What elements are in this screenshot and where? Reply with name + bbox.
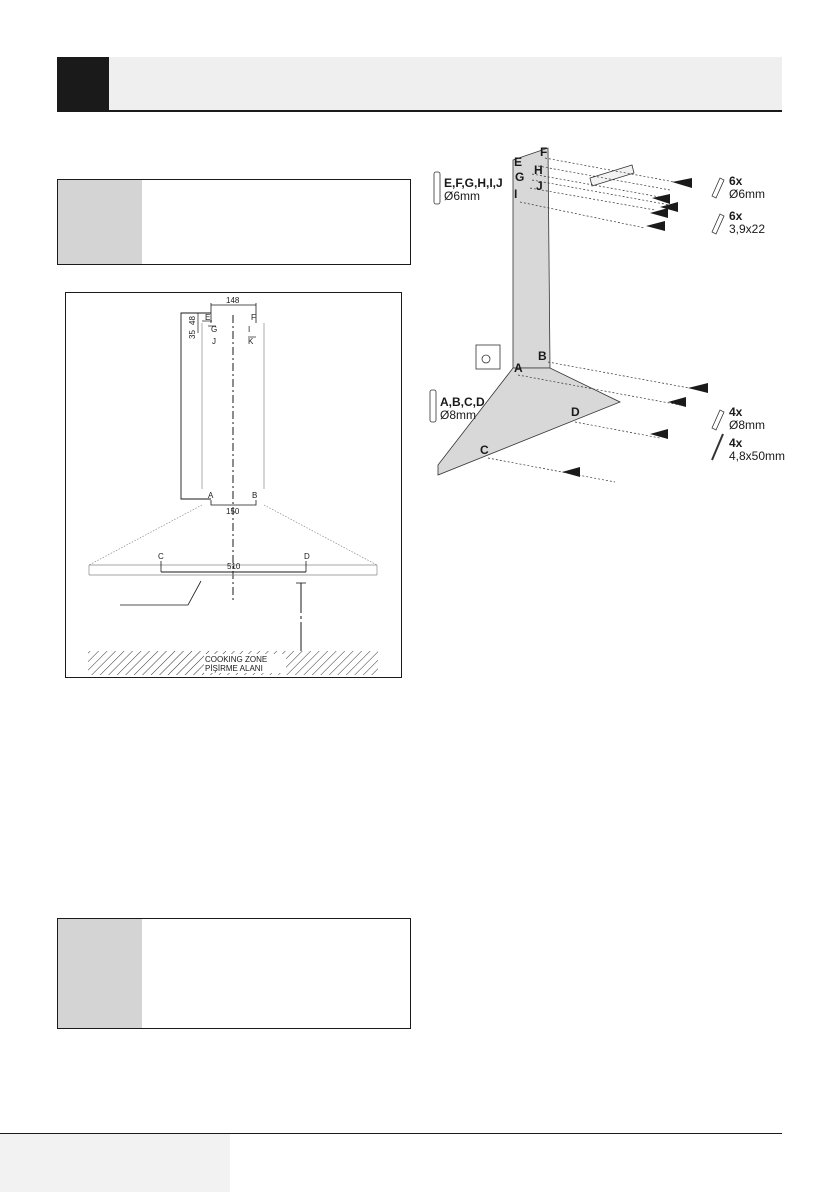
label-e: E <box>514 155 523 169</box>
point-c: C <box>158 552 164 561</box>
point-i: I <box>248 325 251 334</box>
note-box-bottom <box>57 918 411 1029</box>
header-divider <box>57 110 782 112</box>
label-h: H <box>534 163 543 177</box>
upper-arrows <box>646 178 692 231</box>
cooking-zone-label-en: COOKING ZONE <box>205 655 268 664</box>
dimension-drawing <box>66 293 401 677</box>
screw-detail-icon <box>476 345 500 369</box>
installation-dimensions-figure <box>65 292 402 678</box>
dim-48: 48 <box>188 316 197 325</box>
section-header-bar <box>57 57 782 111</box>
note-box-top <box>57 179 411 265</box>
point-a: A <box>208 491 214 500</box>
cooking-zone-label-tr: PİŞİRME ALANI <box>205 664 263 673</box>
lower-holes-label: A,B,C,D <box>440 395 485 409</box>
hardware-spec-4: 4,8x50mm <box>729 449 786 463</box>
point-k: K <box>248 337 254 346</box>
point-d: D <box>304 552 310 561</box>
label-i: I <box>514 187 518 201</box>
upper-holes-label: E,F,G,H,I,J <box>444 176 503 190</box>
screw-icon <box>712 434 723 460</box>
lower-holes-size: Ø8mm <box>440 408 476 422</box>
dim-510: 510 <box>227 562 241 571</box>
label-c: C <box>480 443 489 457</box>
upper-holes-size: Ø6mm <box>444 189 480 203</box>
label-f: F <box>540 145 548 159</box>
label-g: G <box>515 170 525 184</box>
hardware-spec-2: 3,9x22 <box>729 222 766 236</box>
drill-bit-icon <box>430 390 436 422</box>
screw-icon <box>712 214 724 234</box>
leader-line <box>120 581 201 605</box>
hood-left-slope <box>89 505 202 565</box>
hood-right-slope <box>264 505 377 565</box>
mounting-bracket <box>590 165 634 186</box>
drill-bit-icon <box>434 172 440 204</box>
point-j: J <box>212 337 216 346</box>
label-b: B <box>538 349 547 363</box>
note-icon-area <box>58 919 142 1028</box>
label-j: J <box>536 179 543 193</box>
dim-150: 150 <box>226 507 240 516</box>
footer-panel <box>0 1134 230 1192</box>
note-icon-area <box>58 180 142 264</box>
hardware-qty-1: 6x <box>729 174 743 188</box>
point-e: E <box>205 313 211 322</box>
left-vertical-bracket <box>181 313 211 499</box>
hardware-qty-4: 4x <box>729 436 743 450</box>
point-g: G <box>211 325 218 334</box>
wall-plug-icon <box>712 410 724 430</box>
hardware-spec-3: Ø8mm <box>729 418 765 432</box>
hardware-qty-3: 4x <box>729 405 743 419</box>
dim-35: 35 <box>188 330 197 339</box>
wall-plug-icon <box>712 178 724 198</box>
dim-148: 148 <box>226 296 240 305</box>
hardware-spec-1: Ø6mm <box>729 187 765 201</box>
hardware-qty-2: 6x <box>729 209 743 223</box>
point-b: B <box>252 491 258 500</box>
installation-3d-diagram <box>420 140 790 500</box>
label-a: A <box>514 361 523 375</box>
section-number-block <box>57 57 109 111</box>
point-f: F <box>251 313 256 322</box>
label-d: D <box>571 405 580 419</box>
